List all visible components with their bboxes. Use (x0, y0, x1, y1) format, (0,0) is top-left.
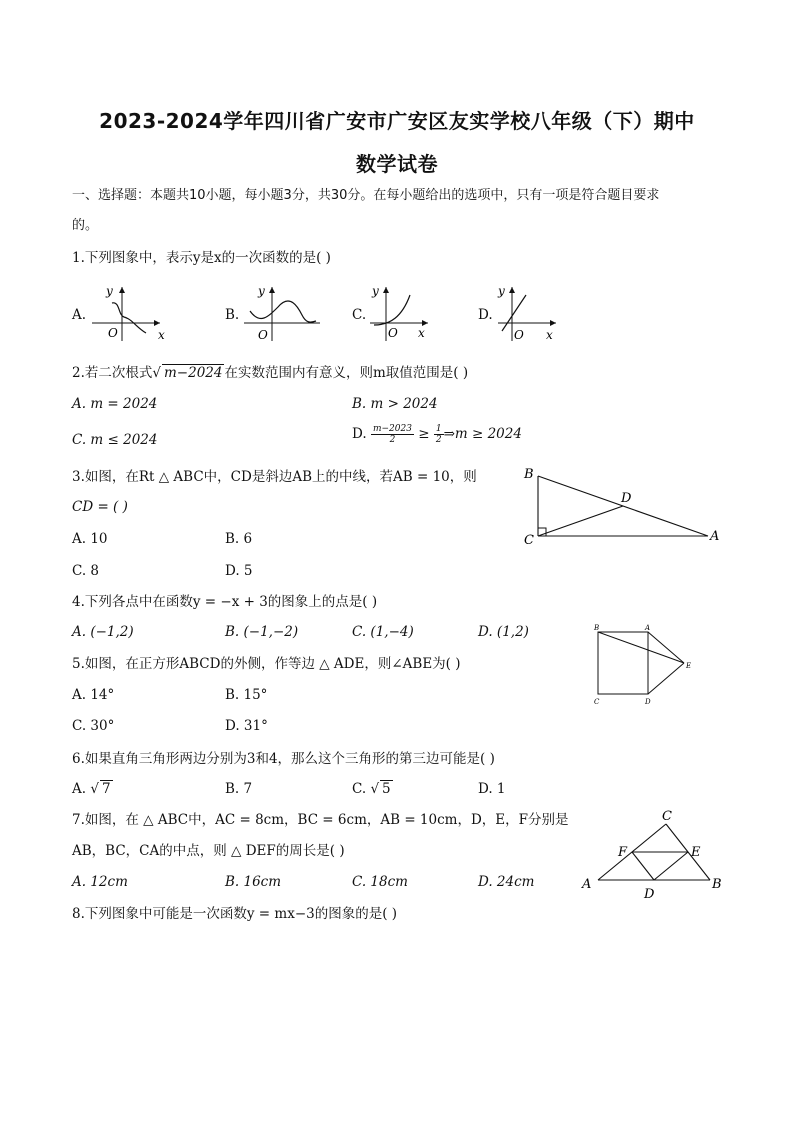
q1d-y-label: y (498, 284, 505, 298)
q2-stem (72, 364, 468, 382)
sqrt-sign-icon: √ (90, 781, 99, 797)
q1-option-a: A. (72, 307, 87, 323)
q4-option-d: D. (1,2) (478, 624, 529, 640)
q4-option-b: B. (−1,−2) (225, 624, 299, 640)
q1-graph-d (494, 281, 584, 345)
q3-option-a: A. 10 (72, 531, 108, 547)
section-heading-cont: 的。 (72, 218, 99, 233)
q7-label-b: B (712, 877, 722, 892)
q5-square-figure (588, 622, 698, 710)
q1-option-d: D. (478, 307, 493, 323)
q1-graph-a (88, 281, 178, 345)
q4-option-c: C. (1,−4) (352, 624, 414, 640)
q7-triangle-figure (578, 810, 728, 902)
q5-option-a: A. 14° (72, 687, 115, 703)
q3-option-d: D. 5 (225, 563, 253, 579)
q1-stem: 1.下列图象中，表示y是x的一次函数的是( ) (72, 250, 331, 266)
q3-triangle-figure (516, 462, 726, 552)
q6-option-a (72, 780, 113, 798)
q1b-y-label: y (258, 284, 265, 298)
q1-option-b: B. (225, 307, 240, 323)
q7-label-a: A (582, 877, 592, 892)
q7-option-c: C. 18cm (352, 874, 408, 890)
q2-option-b: B. m > 2024 (352, 396, 438, 412)
q5-option-d: D. 31° (225, 718, 268, 734)
q1-graph-c (366, 281, 456, 345)
q7-stem-line1: 7.如图，在 △ ABC中，AC = 8cm，BC = 6cm，AB = 10cm，D，E，F分别是 (72, 812, 569, 828)
q6-c-radicand: 5 (382, 781, 391, 797)
q3-option-c: C. 8 (72, 563, 100, 579)
q3-label-d: D (621, 491, 632, 506)
q1c-origin-label: O (388, 326, 398, 340)
q1d-x-label: x (546, 328, 553, 342)
q7-label-d: D (644, 887, 655, 902)
q2-d-suffix: ⇒m ≥ 2024 (443, 426, 522, 442)
q4-option-a: A. (−1,2) (72, 624, 134, 640)
q1a-x-label: x (158, 328, 165, 342)
q7-stem-line2: AB，BC，CA的中点，则 △ DEF的周长是( ) (72, 843, 345, 859)
q2-d-denominator: 2 (389, 435, 396, 445)
q6-option-c (352, 780, 393, 798)
q3-option-b: B. 6 (225, 531, 253, 547)
q1-option-c: C. (352, 307, 367, 323)
q6-a-prefix: A. (72, 781, 87, 797)
q1c-y-label: y (372, 284, 379, 298)
q2-d-half (434, 424, 444, 445)
q7-label-e: E (691, 845, 701, 860)
q3-stem-line1: 3.如图，在Rt △ ABC中，CD是斜边AB上的中线，若AB = 10，则 (72, 469, 477, 485)
exam-title: 2023-2024学年四川省广安市广安区友实学校八年级（下）期中 (99, 109, 695, 133)
q7-option-b: B. 16cm (225, 874, 282, 890)
q5-label-c: C (594, 698, 600, 706)
q1b-origin-label: O (258, 328, 268, 342)
q2-d-half-den: 2 (435, 435, 442, 445)
q5-option-c: C. 30° (72, 718, 115, 734)
q2-stem-before: 2.若二次根式 (72, 365, 153, 381)
q2-d-numerator: m−2023 (372, 424, 412, 434)
q7-label-c: C (662, 810, 672, 824)
q5-stem: 5.如图，在正方形ABCD的外侧，作等边 △ ADE，则∠ABE为( ) (72, 656, 461, 672)
q1c-x-label: x (418, 326, 425, 340)
q7-option-d: D. 24cm (478, 874, 535, 890)
q1d-origin-label: O (514, 328, 524, 342)
sqrt-sign-icon: √ (152, 365, 161, 381)
q4-stem: 4.下列各点中在函数y = −x + 3的图象上的点是( ) (72, 594, 378, 610)
q3-label-b: B (524, 467, 534, 482)
q6-a-radicand: 7 (101, 781, 111, 797)
q2-d-fraction (371, 424, 414, 445)
q2-d-half-num: 1 (435, 424, 442, 434)
q2-d-geq: ≥ (413, 426, 434, 442)
q3-label-c: C (524, 533, 534, 548)
q2-radicand: m−2024 (164, 365, 223, 381)
q6-option-b: B. 7 (225, 781, 253, 797)
q5-label-a: A (645, 624, 651, 632)
q5-label-e: E (686, 662, 692, 670)
q2-d-prefix: D. (352, 426, 367, 442)
q2-option-c: C. m ≤ 2024 (72, 432, 158, 448)
q2-option-d (352, 424, 522, 445)
q8-stem: 8.下列图象中可能是一次函数y = mx−3的图象的是( ) (72, 906, 398, 922)
q7-label-f: F (618, 845, 628, 860)
q5-label-d: D (645, 698, 651, 706)
exam-subtitle: 数学试卷 (356, 152, 438, 176)
q1a-origin-label: O (108, 326, 118, 340)
q6-c-prefix: C. (352, 781, 367, 797)
section-heading: 一、选择题：本题共10小题，每小题3分，共30分。在每小题给出的选项中，只有一项是符合题目要求 (72, 188, 660, 203)
q6-option-d: D. 1 (478, 781, 506, 797)
q2-stem-after: 在实数范围内有意义，则m取值范围是( ) (224, 365, 469, 381)
q2-option-a: A. m = 2024 (72, 396, 158, 412)
q7-option-a: A. 12cm (72, 874, 128, 890)
q5-option-b: B. 15° (225, 687, 268, 703)
q1a-y-label: y (106, 284, 113, 298)
q1-graph-b (240, 281, 330, 345)
q3-stem-line2: CD = ( ) (72, 499, 128, 515)
q5-label-b: B (594, 624, 600, 632)
q6-stem: 6.如果直角三角形两边分别为3和4，那么这个三角形的第三边可能是( ) (72, 751, 495, 767)
sqrt-sign-icon: √ (370, 781, 380, 797)
q3-label-a: A (710, 529, 720, 544)
